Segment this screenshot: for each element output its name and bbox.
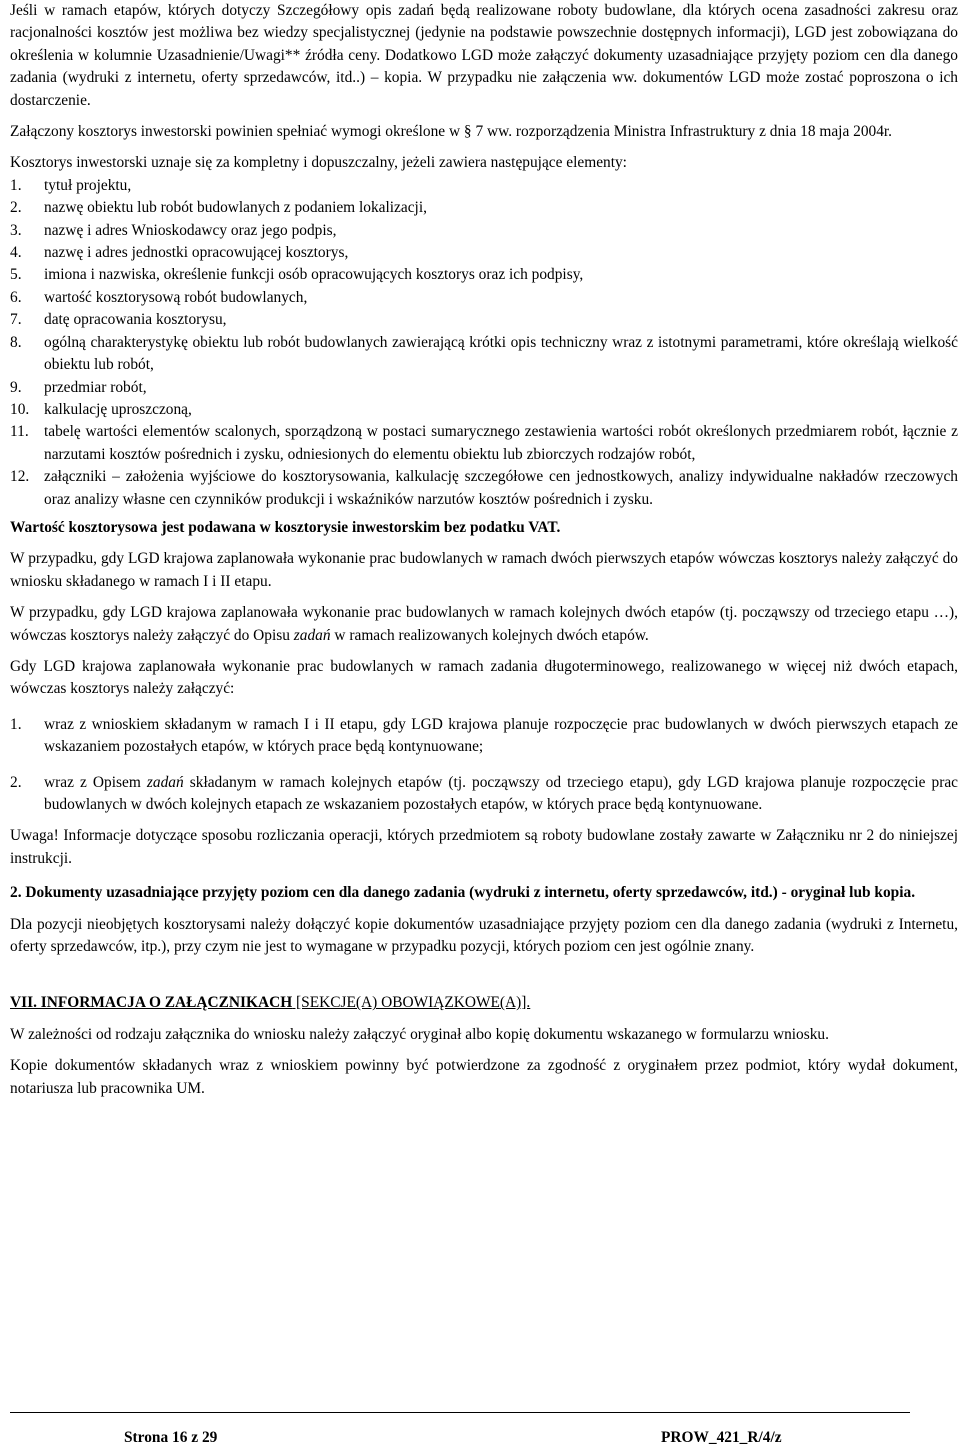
list-item: 6. wartość kosztorysową robót budowlanych, (10, 288, 308, 306)
paragraph-next-stages: W przypadku, gdy LGD krajowa zaplanowała wykonanie prac budowlanych w ramach kolejnych dwóch etapów (tj. począwszy od trzeciego etapu …), wówczas kosztorys należy załączyć do Opisu zadań w ramach realizowanych kolejnych dwóch etapów. (10, 604, 958, 644)
page-number: Strona 16 z 29 (124, 1429, 218, 1446)
document-code: PROW_421_R/4/z (661, 1429, 782, 1446)
document-page (10, 0, 958, 1100)
list-item: 1. wraz z wnioskiem składanym w ramach I i II etapu, gdy LGD krajowa planuje rozpoczęcie prac budowlanych w dwóch pierwszych etapach ze wskazaniem pozostałych etapów, w których prace będą kontynuowane; (10, 715, 958, 756)
list-item: 3. nazwę i adres Wnioskodawcy oraz jego podpis, (10, 221, 337, 239)
paragraph-attention: Uwaga! Informacje dotyczące sposobu rozliczania operacji, których przedmiotem są roboty budowlane zostały zawarte w Załączniku nr 2 do niniejszej instrukcji. (10, 827, 958, 867)
list-item: 10. kalkulację uproszczoną, (10, 400, 192, 418)
list-item: 7. datę opracowania kosztorysu, (10, 311, 227, 329)
list-item: 4. nazwę i adres jednostki opracowującej kosztorys, (10, 244, 349, 262)
paragraph-copies: Kopie dokumentów składanych wraz z wnioskiem powinny być potwierdzone za zgodność z oryginałem przez podmiot, który wydał dokument, notariusza lub pracownika UM. (10, 1057, 958, 1097)
heading-price-documents: 2. Dokumenty uzasadniające przyjęty poziom cen dla danego zadania (wydruki z internetu, oferty sprzedawców, itd.) - oryginał lub kopia. (10, 884, 916, 902)
list-item: 5. imiona i nazwiska, określenie funkcji osób opracowujących kosztorys oraz ich podpisy, (10, 266, 584, 284)
paragraph-attachment-type: W zależności od rodzaju załącznika do wniosku należy załączyć oryginał albo kopię dokumentu wskazanego w formularzu wniosku. (10, 1025, 829, 1043)
long-term-list (10, 714, 958, 817)
list-item: 12. załączniki – założenia wyjściowe do kosztorysowania, kalkulację szczegółowe cen jednostkowych, analizy indywidualne nakładów rzeczowych oraz analizy własne cen czynników produkcji i wskaźników narzutów kosztów pośrednich i zysku. (10, 468, 958, 508)
list-item: 2. nazwę obiektu lub robót budowlanych z podaniem lokalizacji, (10, 199, 427, 217)
list-item: 9. przedmiar robót, (10, 378, 147, 396)
paragraph-long-term: Gdy LGD krajowa zaplanowała wykonanie prac budowlanych w ramach zadania długoterminowego, realizowanego w więcej niż dwóch etapach, wówczas kosztorys należy załączyć: (10, 657, 958, 698)
list-item: 1. tytuł projektu, (10, 176, 132, 194)
vat-note: Wartość kosztorysowa jest podawana w kosztorysie inwestorskim bez podatku VAT. (10, 518, 561, 536)
section-heading-attachments: VII. INFORMACJA O ZAŁĄCZNIKACH [SEKCJE(A) OBOWIĄZKOWE(A)]. (10, 994, 531, 1012)
list-item: 2. wraz z Opisem zadań składanym w ramach kolejnych etapów (tj. począwszy od trzeciego etapu), gdy LGD krajowa planuje rozpoczęcie prac budowlanych w dwóch kolejnych etapach ze wskazaniem pozostałych etapów, w których prace będą kontynuowane. (10, 773, 958, 813)
paragraph-completeness: Kosztorys inwestorski uznaje się za kompletny i dopuszczalny, jeżeli zawiera następujące elementy: (10, 154, 627, 172)
paragraph-documents: Dla pozycji nieobjętych kosztorysami należy dołączyć kopie dokumentów uzasadniające przyjęty poziom cen dla danego zadania (wydruki z Internetu, oferty sprzedawców, itp.), przy czym nie jest to wymagane w przypadku pozycji, których poziom cen jest ogólnie znany. (10, 915, 958, 956)
paragraph-first-stages: W przypadku, gdy LGD krajowa zaplanowała wykonanie prac budowlanych w ramach dwóch pierwszych etapów wówczas kosztorys należy załączyć do wniosku składanego w ramach I i II etapu. (10, 550, 958, 590)
page-footer (10, 1412, 910, 1446)
list-item: 8. ogólną charakterystykę obiektu lub robót budowlanych zawierającą krótki opis techniczny wraz z istotnymi parametrami, które określają wielkość obiektu lub robót, (10, 333, 958, 374)
list-item: 11. tabelę wartości elementów scalonych, sporządzoną w postaci sumarycznego zestawienia wartości robót określonych przedmiarem robót, łącznie z narzutami kosztów pośrednich i zysku, odniesionych do elementu obiektu lub zbiorczych rodzajów robót, (10, 423, 958, 463)
cost-estimate-elements-list (10, 175, 958, 511)
paragraph-price-justification: Jeśli w ramach etapów, których dotyczy Szczegółowy opis zadań będą realizowane roboty budowlane, dla których ocena zasadności zakresu oraz racjonalności kosztów jest możliwa bez wiedzy specjalistycznej (jedynie na podstawie powszechnie dostępnych informacji), LGD jest zobowiązana do określenia w kolumnie Uzasadnienie/Uwagi** źródła ceny. Dodatkowo LGD może załączyć dokumenty uzasadniające przyjęty poziom cen dla danego zadania (wydruki z internetu, oferty sprzedawców, itd..) – kopia. W przypadku nie załączenia ww. dokumentów LGD może zostać poproszona o ich dostarczenie. (10, 2, 958, 109)
paragraph-regulation: Załączony kosztorys inwestorski powinien spełniać wymogi określone w § 7 ww. rozporządzenia Ministra Infrastruktury z dnia 18 maja 2004r. (10, 123, 893, 141)
